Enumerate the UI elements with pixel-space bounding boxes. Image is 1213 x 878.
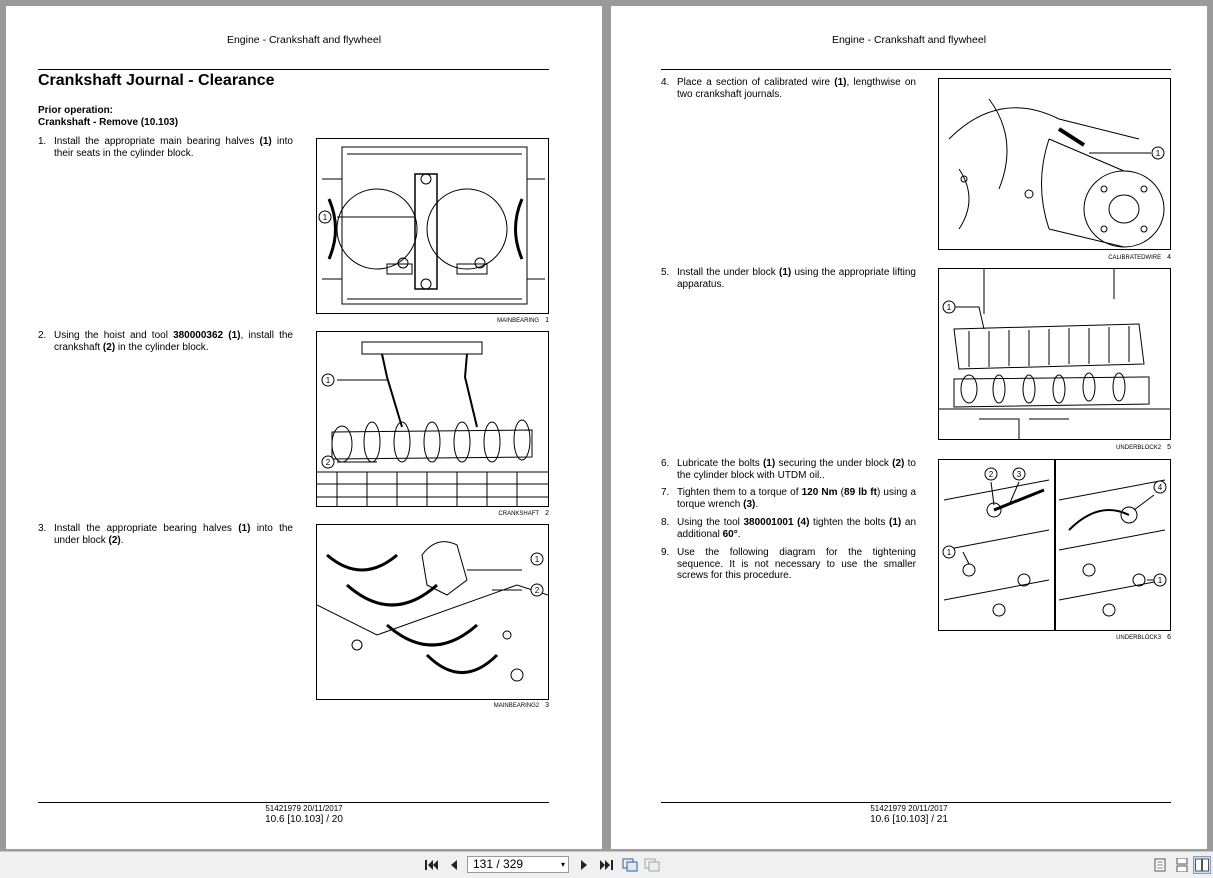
last-page-icon: [599, 859, 613, 871]
bearing-halves-illustration: [317, 525, 548, 699]
next-page-button[interactable]: [575, 856, 593, 874]
figure-calibrated-wire: [938, 78, 1171, 250]
next-view-button[interactable]: [643, 856, 661, 874]
chevron-down-icon[interactable]: ▾: [560, 860, 565, 869]
previous-page-button[interactable]: [445, 856, 463, 874]
figure-main-bearing-2: [316, 524, 549, 700]
figure-caption: MAINBEARING2 3: [493, 702, 549, 709]
page-number-input[interactable]: [467, 856, 569, 873]
page-title: Crankshaft Journal - Clearance: [38, 72, 275, 89]
figure-under-block: [938, 268, 1171, 440]
first-page-icon: [425, 859, 439, 871]
figure-crankshaft: [316, 331, 549, 507]
figure-main-bearing: [316, 138, 549, 314]
figure-caption: UNDERBLOCK2 5: [1116, 444, 1171, 451]
footer-doc-id: 51421979 20/11/2017: [265, 804, 343, 813]
under-block-illustration: [939, 269, 1170, 439]
footer-doc-id: 51421979 20/11/2017: [870, 804, 948, 813]
single-page-view-button[interactable]: [1151, 856, 1169, 874]
step-text: Install the appropriate bearing halves (1) into the under block (2).: [54, 523, 293, 546]
svg-text:2: 2: [325, 458, 331, 467]
continuous-page-icon: [1176, 858, 1188, 872]
step-text: Using the hoist and tool 380000362 (1), install the crankshaft (2) in the cylinder block.: [54, 330, 293, 353]
single-page-icon: [1154, 858, 1166, 872]
header-rule: [661, 69, 1171, 70]
footer-page-ref: 10.6 [10.103] / 21: [870, 814, 948, 825]
header-rule: [38, 69, 549, 70]
footer-rule: [38, 802, 549, 803]
first-page-button[interactable]: [423, 856, 441, 874]
svg-text:2: 2: [988, 470, 994, 479]
figure-caption: CRANKSHAFT 2: [498, 510, 549, 517]
svg-text:1: 1: [1157, 576, 1163, 585]
svg-text:2: 2: [534, 586, 540, 595]
torque-wrench-illustration: [939, 460, 1170, 630]
svg-text:1: 1: [946, 548, 952, 557]
figure-caption: UNDERBLOCK3 6: [1116, 634, 1171, 641]
svg-text:4: 4: [1157, 483, 1163, 492]
svg-text:3: 3: [1016, 470, 1022, 479]
continuous-view-button[interactable]: [1173, 856, 1191, 874]
next-page-icon: [579, 859, 589, 871]
svg-text:1: 1: [946, 303, 952, 312]
figure-under-block-3: [938, 459, 1171, 631]
step-text: Install the appropriate main bearing halves (1) into their seats in the cylinder block.: [54, 136, 293, 159]
svg-text:1: 1: [1155, 149, 1161, 158]
step-number: 2.: [38, 330, 47, 341]
footer-page-ref: 10.6 [10.103] / 20: [265, 814, 343, 825]
prior-operation: [38, 105, 178, 128]
page-header: Engine - Crankshaft and flywheel: [831, 34, 987, 46]
previous-view-icon: [622, 858, 638, 872]
main-bearing-illustration: [317, 139, 548, 313]
callout-label: 1: [322, 213, 328, 222]
prior-operation-label: Prior operation:: [38, 105, 114, 116]
page-header: Engine - Crankshaft and flywheel: [226, 34, 382, 46]
svg-text:1: 1: [325, 376, 331, 385]
previous-view-button[interactable]: [621, 856, 639, 874]
step-number: 1.: [38, 136, 47, 147]
footer-rule: [661, 802, 1171, 803]
figure-caption: CALIBRATEDWIRE 4: [1108, 254, 1171, 261]
prior-operation-link[interactable]: Crankshaft - Remove (10.103): [38, 116, 179, 128]
svg-text:1: 1: [534, 555, 540, 564]
two-page-view-button[interactable]: [1193, 856, 1211, 874]
previous-page-icon: [449, 859, 459, 871]
step-number: 3.: [38, 523, 47, 534]
document-page-left: [6, 6, 602, 849]
crankshaft-illustration: [317, 332, 548, 506]
document-page-right: Engine - Crankshaft and flywheel 4. Place a section of calibrated wire (1), lengthwise on two crankshaft journals. 5. Install the under block (1) using the appropriate lifting apparatus. 6. Lubricate the bolts (1) securing the under block (2) to the cylinder block with UTDM oil.. 7. Tighten them to a torque of 120 Nm (89 lb ft) using a torque wrench (3). 8. Using the tool 380001001 (4) tighten the bolts (1) an additional 60°. 9. Use the following diagram for the tightening sequence. It is not necessary to use the smaller screws for this procedure. 1 CALIBRATEDWIRE 4 1 UNDERBLOCK2 5 2 3 4 1 1 UNDERBLOCK3 6 51421979 20/11/2017 10.6 [10.103] / 21: [611, 6, 1207, 849]
two-page-icon: [1195, 858, 1209, 872]
viewer-toolbar: [0, 851, 1213, 878]
figure-caption: MAINBEARING 1: [497, 317, 549, 324]
page-number-value: 131 / 329: [473, 857, 524, 871]
next-view-icon: [644, 858, 660, 872]
last-page-button[interactable]: [597, 856, 615, 874]
calibrated-wire-illustration: [939, 79, 1170, 249]
